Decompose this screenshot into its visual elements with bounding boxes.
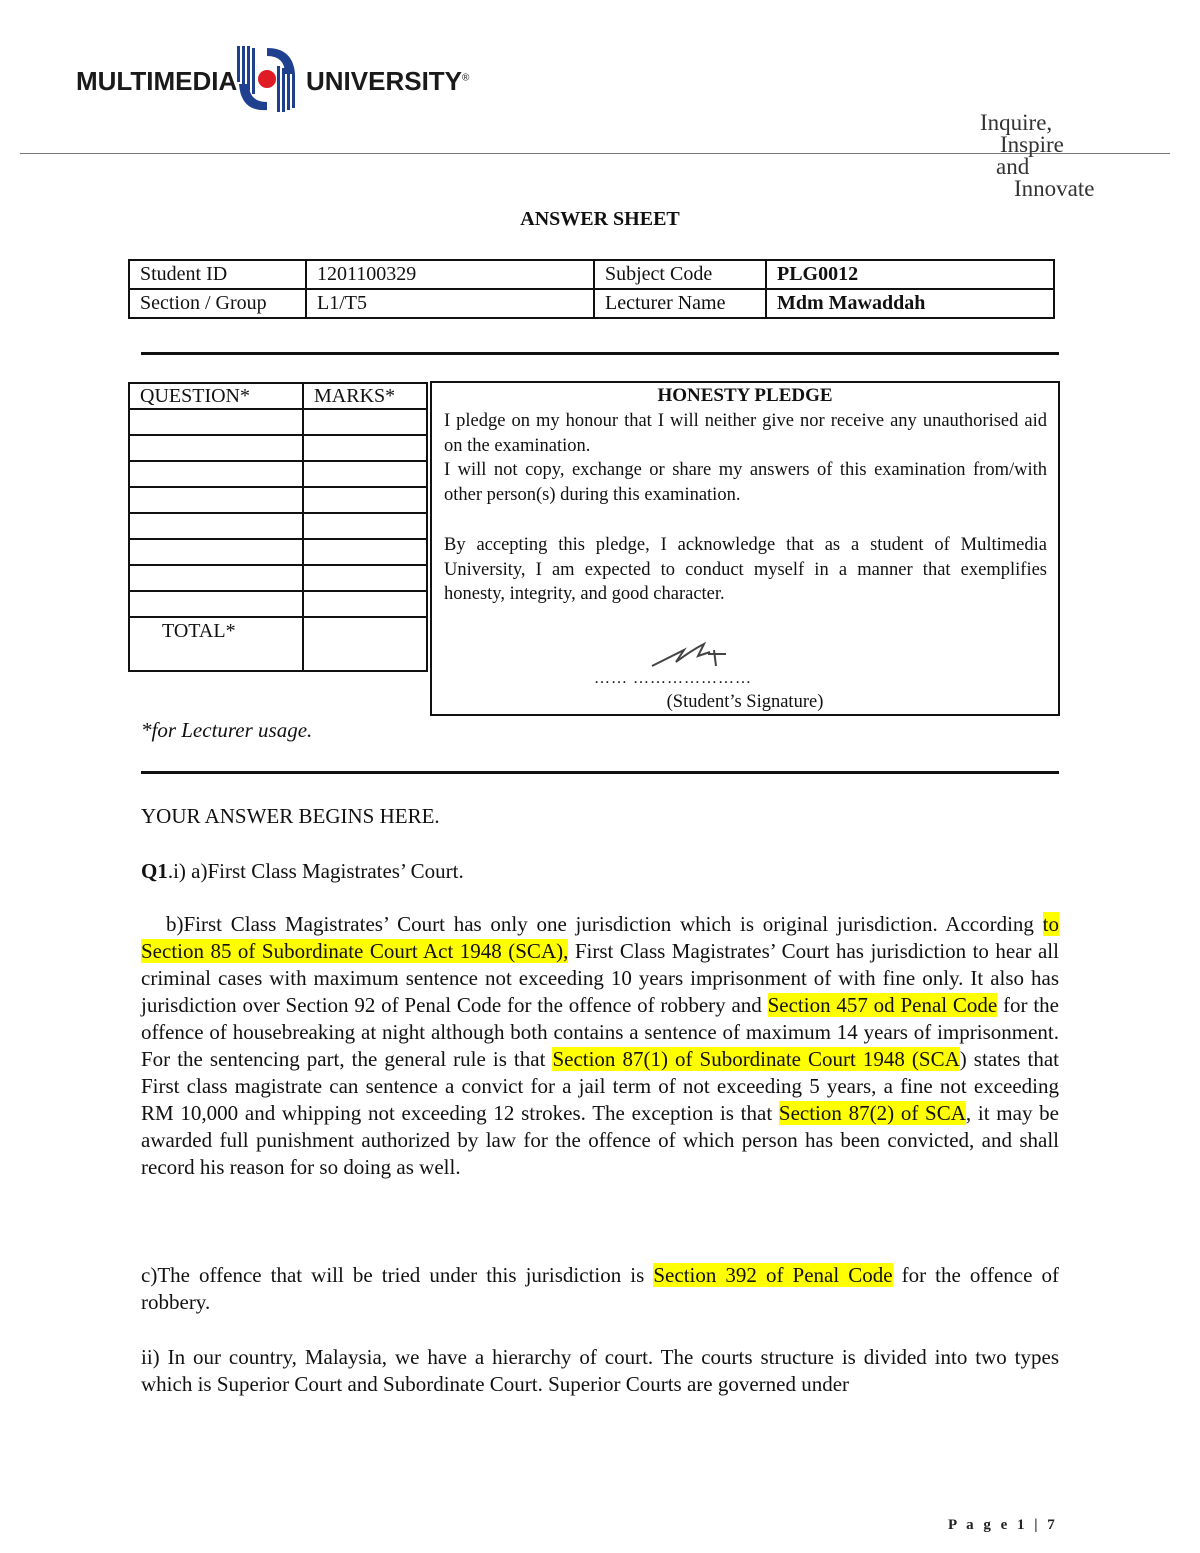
q1-label: Q1 xyxy=(141,859,168,883)
highlighted-citation: to Section 85 of Subordinate Court Act 1948 (SCA), xyxy=(141,912,1059,963)
section-label: Section / Group xyxy=(129,289,306,318)
question-cell xyxy=(129,539,303,565)
question-cell xyxy=(129,461,303,487)
q1-part-c xyxy=(141,1262,1059,1316)
pledge-paragraph: I will not copy, exchange or share my answers of this examination from/with other person(s) during this examination. xyxy=(444,460,1047,505)
question-header: QUESTION* xyxy=(129,383,303,409)
marks-cell xyxy=(303,409,427,435)
q1-part-a xyxy=(141,858,1059,885)
signature-scribble xyxy=(648,632,738,672)
signature-line: …… ………………… xyxy=(594,670,752,687)
section-value: L1/T5 xyxy=(306,289,594,318)
marks-cell xyxy=(303,461,427,487)
question-cell xyxy=(129,591,303,617)
student-id-label: Student ID xyxy=(129,260,306,289)
section-divider xyxy=(141,771,1059,774)
question-cell xyxy=(129,409,303,435)
lecturer-label: Lecturer Name xyxy=(594,289,766,318)
total-marks-cell xyxy=(303,617,427,671)
logo-text-left: MULTIMEDIA xyxy=(76,66,238,96)
marks-table xyxy=(128,382,428,672)
registered-mark: ® xyxy=(462,72,470,84)
total-label: TOTAL* xyxy=(129,617,303,671)
highlighted-citation: Section 87(2) of SCA xyxy=(778,1101,966,1125)
answer-intro: YOUR ANSWER BEGINS HERE. xyxy=(141,804,440,828)
marks-cell xyxy=(303,513,427,539)
page-title: ANSWER SHEET xyxy=(520,208,680,230)
page-number: P a g e 1 | 7 xyxy=(948,1517,1058,1533)
signature-label: (Student’s Signature) xyxy=(666,692,824,712)
tagline-line: Innovate xyxy=(1014,176,1095,201)
highlighted-citation: Section 457 od Penal Code xyxy=(767,993,998,1017)
marks-header: MARKS* xyxy=(303,383,427,409)
pledge-paragraph: I pledge on my honour that I will neither give nor receive any unauthorised aid on the examination. xyxy=(444,411,1047,456)
marks-cell xyxy=(303,539,427,565)
marks-cell xyxy=(303,435,427,461)
answer-text: First Class Magistrates’ Court has jurisdiction to hear all criminal cases with maximum sentence not exceeding 10 years imprisonment of with fine only. It also has jurisdiction over Section 92 of Penal Code for the offence of robbery and xyxy=(141,939,1059,1017)
subject-code-label: Subject Code xyxy=(594,260,766,289)
subject-code-value: PLG0012 xyxy=(766,260,1054,289)
pledge-paragraph: By accepting this pledge, I acknowledge that as a student of Multimedia University, I am expected to conduct myself in a manner that exemplifies honesty, integrity, and good character. xyxy=(444,535,1047,604)
marks-cell xyxy=(303,591,427,617)
highlighted-citation: Section 87(1) of Subordinate Court 1948 (SCA xyxy=(552,1047,960,1071)
question-cell xyxy=(129,435,303,461)
answer-text: b)First Class Magistrates’ Court has only one jurisdiction which is original jurisdiction. According xyxy=(166,912,1043,936)
answer-text: c)The offence that will be tried under this jurisdiction is xyxy=(141,1263,654,1287)
question-cell xyxy=(129,565,303,591)
marks-cell xyxy=(303,487,427,513)
logo-text-right: UNIVERSITY® xyxy=(306,66,470,96)
student-info-table xyxy=(128,259,1055,319)
marks-cell xyxy=(303,565,427,591)
answer-text: for the offence of housebreaking at night although both contains a sentence of maximum 14 years of imprisonment. For the sentencing part, the general rule is that xyxy=(141,993,1059,1071)
q1-part-b xyxy=(141,911,1059,1181)
question-cell xyxy=(129,513,303,539)
highlighted-citation: Section 392 of Penal Code xyxy=(653,1263,893,1287)
answer-text: , it may be awarded full punishment authorized by law for the offence of which person has been convicted, and shall record his reason for so doing as well. xyxy=(141,1101,1059,1179)
tagline xyxy=(980,112,1094,200)
q1-part-ii: ii) In our country, Malaysia, we have a hierarchy of court. The courts structure is divided into two types which is Superior Court and Subordinate Court. Superior Courts are governed under xyxy=(141,1345,1059,1396)
lecturer-value: Mdm Mawaddah xyxy=(766,289,1054,318)
section-divider xyxy=(141,352,1059,355)
answer-text: for the offence of robbery. xyxy=(141,1263,1059,1314)
q1-a-text: .i) a)First Class Magistrates’ Court. xyxy=(167,859,464,883)
pledge-title: HONESTY PLEDGE xyxy=(657,385,833,406)
answer-text: ) states that First class magistrate can sentence a convict for a jail term of not exceeding 5 years, a fine not exceeding RM 10,000 and whipping not exceeding 12 strokes. The exception is that xyxy=(141,1047,1059,1125)
university-logo-icon xyxy=(233,44,301,114)
tagline-line: Inquire, xyxy=(980,110,1053,135)
tagline-line: and xyxy=(996,154,1030,179)
question-cell xyxy=(129,487,303,513)
lecturer-note: *for Lecturer usage. xyxy=(141,718,313,742)
tagline-line: Inspire xyxy=(1000,132,1064,157)
student-id-value: 1201100329 xyxy=(306,260,594,289)
